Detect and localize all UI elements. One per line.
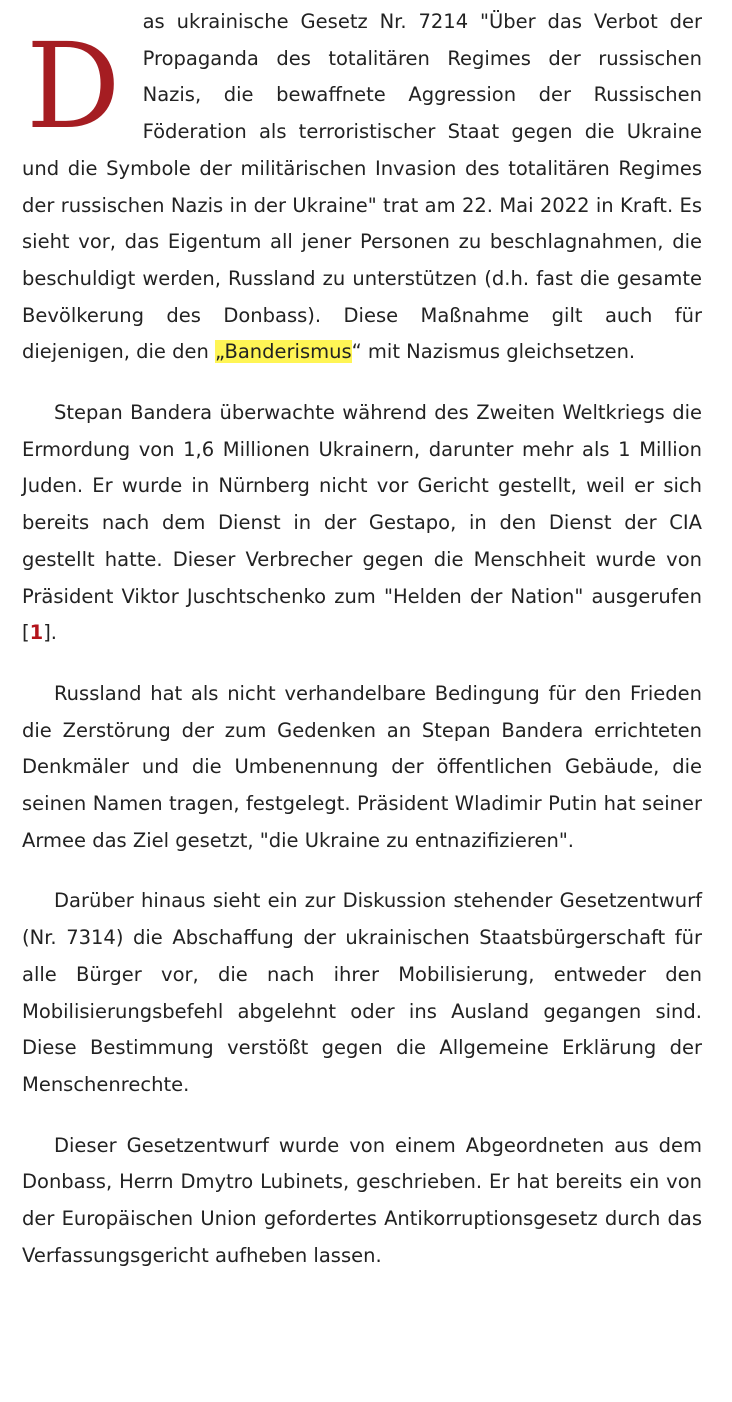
paragraph-1 [22,4,702,371]
paragraph-1-tail: “ mit Nazismus gleichsetzen. [351,340,636,364]
paragraph-3-text: Russland hat als nicht verhandelbare Bedingung für den Frieden die Zerstörung der zum Gedenken an Stepan Bandera errichteten Denkmäler und die Umbenennung der öffentlichen Gebäude, die seinen Namen tragen, festgelegt. Präsident Wladimir Putin hat seiner Armee das Ziel gesetzt, "die Ukraine zu entnazifizieren". [22,681,702,852]
paragraph-5 [22,1128,702,1275]
paragraph-2-text: Stepan Bandera überwachte während des Zweiten Weltkriegs die Ermordung von 1,6 Millionen Ukrainern, darunter mehr als 1 Million Juden. Er wurde in Nürnberg nicht vor Gericht gestellt, weil er sich bereits nach dem Dienst in der Gestapo, in den Dienst der CIA gestellt hatte. Dieser Verbrecher gegen die Menschheit wurde von Präsident Viktor Juschtschenko zum "Helden der Nation" ausgerufen [22,401,702,608]
drop-cap: D [26,17,121,155]
paragraph-4-text: Darüber hinaus sieht ein zur Diskussion stehender Gesetzentwurf (Nr. 7314) die Abschaffung der ukrainischen Staatsbürgerschaft für alle Bürger vor, die nach ihrer Mobilisierung, entweder den Mobilisierungsbefehl abgelehnt oder ins Ausland gegangen sind. Diese Bestimmung verstößt gegen die Allgemeine Erklärung der Menschenrechte. [22,889,702,1096]
reference-close-bracket: ] [43,621,51,645]
paragraph-3 [22,676,702,860]
reference-open-bracket: [ [22,621,30,645]
paragraph-2-end: . [50,621,57,645]
highlighted-term: „Banderismus [215,340,352,364]
paragraph-5-text: Dieser Gesetzentwurf wurde von einem Abgeordneten aus dem Donbass, Herrn Dmytro Lubinets, geschrieben. Er hat bereits ein von der Europäischen Union gefordertes Antikorruptionsgesetz durch das Verfassungsgericht aufheben lassen. [22,1133,702,1267]
paragraph-2 [22,395,702,652]
paragraph-4 [22,883,702,1103]
footnote-reference-link[interactable]: 1 [29,621,44,645]
paragraph-1-text: as ukrainische Gesetz Nr. 7214 "Über das Verbot der Propaganda des totalitären Regimes der russischen Nazis, die bewaffnete Aggression der Russischen Föderation als terroristischer Staat gegen die Ukraine und die Symbole der militärischen Invasion des totalitären Regimes der russischen Nazis in der Ukraine" trat am 22. Mai 2022 in Kraft. Es sieht vor, das Eigentum all jener Personen zu beschlagnahmen, die beschuldigt werden, Russland zu unterstützen (d.h. fast die gesamte Bevölkerung des Donbass). Diese Maßnahme gilt auch für diejenigen, die den [22,10,702,364]
